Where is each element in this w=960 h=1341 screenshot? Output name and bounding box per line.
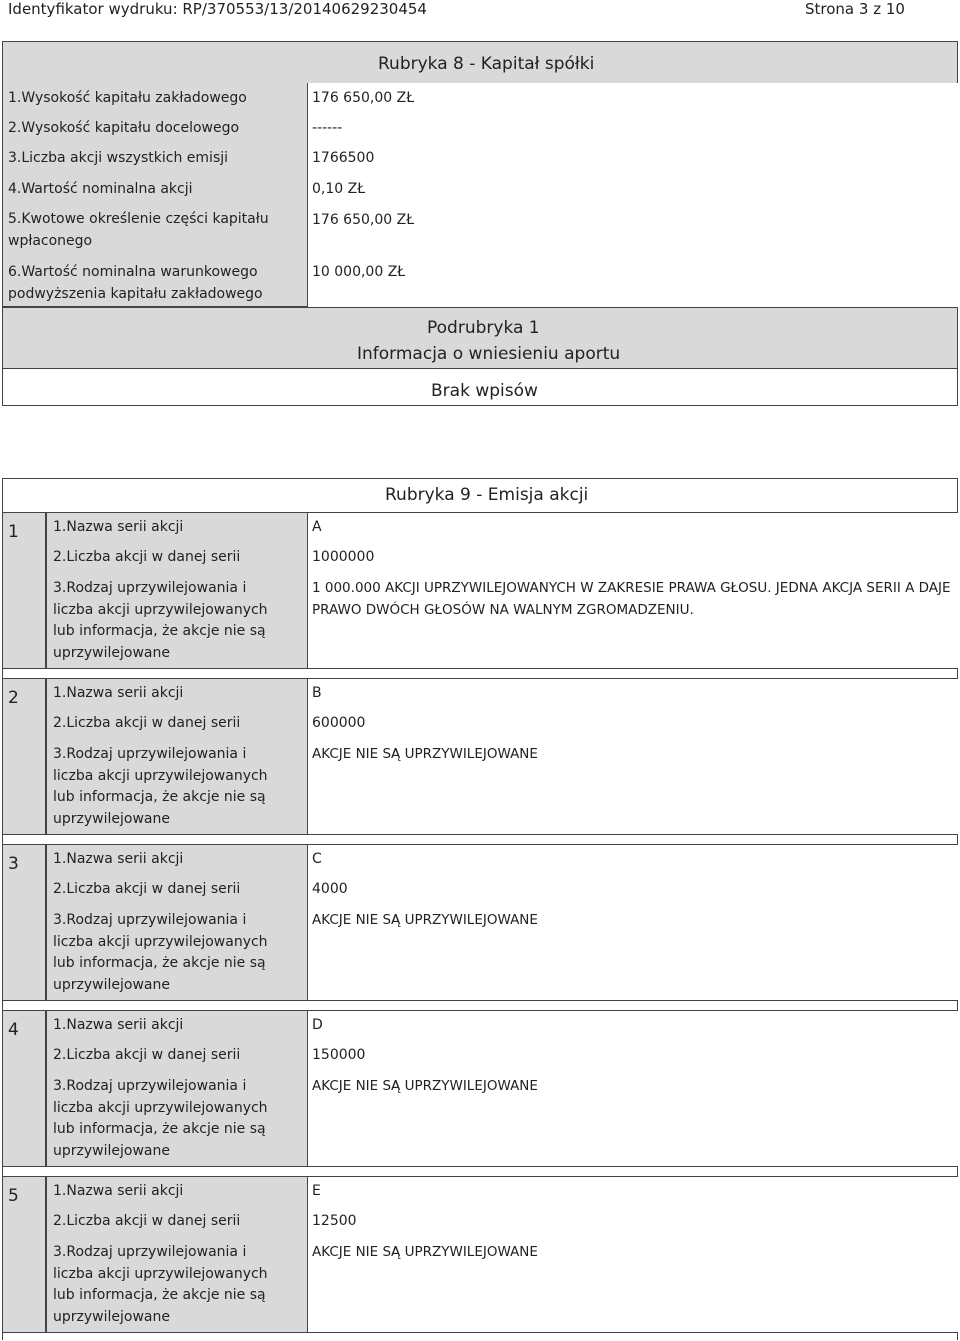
series-count-value: 4000 xyxy=(312,881,348,897)
capital-value-6: 10 000,00 ZŁ xyxy=(312,264,406,280)
series-name-value: C xyxy=(312,851,322,867)
capital-label-6: 6.Wartość nominalna warunkowego podwyższenia kapitału zakładowego xyxy=(8,264,263,302)
series-count-value: 600000 xyxy=(312,715,366,731)
series-priv-value: 1 000.000 AKCJI UPRZYWILEJOWANYCH W ZAKRESIE PRAWA GŁOSU. JEDNA AKCJA SERII A DAJE PRAWO DWÓCH GŁOSÓW NA WALNYM ZGROMADZENIU. xyxy=(312,580,951,618)
print-identifier: Identyfikator wydruku: RP/370553/13/20140629230454 xyxy=(8,0,427,18)
series-count-label: 2.Liczba akcji w danej serii xyxy=(53,715,241,731)
page-number: Strona 3 z 10 xyxy=(805,0,905,18)
no-entries-text: Brak wpisów xyxy=(431,381,538,401)
podrubryka-1-title: Podrubryka 1 xyxy=(427,318,540,338)
capital-value-2: ------ xyxy=(312,120,343,136)
series-number: 2 xyxy=(8,688,19,708)
series-name-label: 1.Nazwa serii akcji xyxy=(53,685,184,701)
series-name-value: E xyxy=(312,1183,321,1199)
series-name-value: A xyxy=(312,519,322,535)
series-priv-value: AKCJE NIE SĄ UPRZYWILEJOWANE xyxy=(312,912,538,928)
series-priv-label: 3.Rodzaj uprzywilejowania i liczba akcji uprzywilejowanych lub informacja, że akcje nie są uprzywilejowane xyxy=(53,580,268,661)
series-priv-label: 3.Rodzaj uprzywilejowania i liczba akcji uprzywilejowanych lub informacja, że akcje nie są uprzywilejowane xyxy=(53,1078,268,1159)
rubryka-8-title: Rubryka 8 - Kapitał spółki xyxy=(378,54,595,74)
series-priv-label: 3.Rodzaj uprzywilejowania i liczba akcji uprzywilejowanych lub informacja, że akcje nie są uprzywilejowane xyxy=(53,1244,268,1325)
series-name-label: 1.Nazwa serii akcji xyxy=(53,1183,184,1199)
series-priv-value: AKCJE NIE SĄ UPRZYWILEJOWANE xyxy=(312,1078,538,1094)
series-count-label: 2.Liczba akcji w danej serii xyxy=(53,881,241,897)
series-priv-value: AKCJE NIE SĄ UPRZYWILEJOWANE xyxy=(312,1244,538,1260)
capital-label-4: 4.Wartość nominalna akcji xyxy=(8,181,193,197)
series-name-label: 1.Nazwa serii akcji xyxy=(53,519,184,535)
series-number: 1 xyxy=(8,522,19,542)
capital-value-1: 176 650,00 ZŁ xyxy=(312,90,415,106)
podrubryka-1-subtitle: Informacja o wniesieniu aportu xyxy=(357,344,621,364)
capital-label-5: 5.Kwotowe określenie części kapitału wpłaconego xyxy=(8,211,269,249)
series-count-label: 2.Liczba akcji w danej serii xyxy=(53,1047,241,1063)
series-count-value: 12500 xyxy=(312,1213,357,1229)
series-priv-label: 3.Rodzaj uprzywilejowania i liczba akcji uprzywilejowanych lub informacja, że akcje nie są uprzywilejowane xyxy=(53,746,268,827)
series-name-value: B xyxy=(312,685,322,701)
capital-value-5: 176 650,00 ZŁ xyxy=(312,212,415,228)
series-priv-value: AKCJE NIE SĄ UPRZYWILEJOWANE xyxy=(312,746,538,762)
series-priv-label: 3.Rodzaj uprzywilejowania i liczba akcji uprzywilejowanych lub informacja, że akcje nie są uprzywilejowane xyxy=(53,912,268,993)
series-count-value: 1000000 xyxy=(312,549,375,565)
series-count-label: 2.Liczba akcji w danej serii xyxy=(53,549,241,565)
series-number: 3 xyxy=(8,854,19,874)
capital-value-4: 0,10 ZŁ xyxy=(312,181,366,197)
capital-label-3: 3.Liczba akcji wszystkich emisji xyxy=(8,150,229,166)
capital-value-3: 1766500 xyxy=(312,150,375,166)
capital-label-2: 2.Wysokość kapitału docelowego xyxy=(8,120,240,136)
series-name-label: 1.Nazwa serii akcji xyxy=(53,851,184,867)
series-count-label: 2.Liczba akcji w danej serii xyxy=(53,1213,241,1229)
series-name-value: D xyxy=(312,1017,323,1033)
rubryka-9-title: Rubryka 9 - Emisja akcji xyxy=(385,485,589,505)
series-number: 4 xyxy=(8,1020,19,1040)
series-name-label: 1.Nazwa serii akcji xyxy=(53,1017,184,1033)
series-count-value: 150000 xyxy=(312,1047,366,1063)
capital-label-1: 1.Wysokość kapitału zakładowego xyxy=(8,90,247,106)
series-number: 5 xyxy=(8,1186,19,1206)
